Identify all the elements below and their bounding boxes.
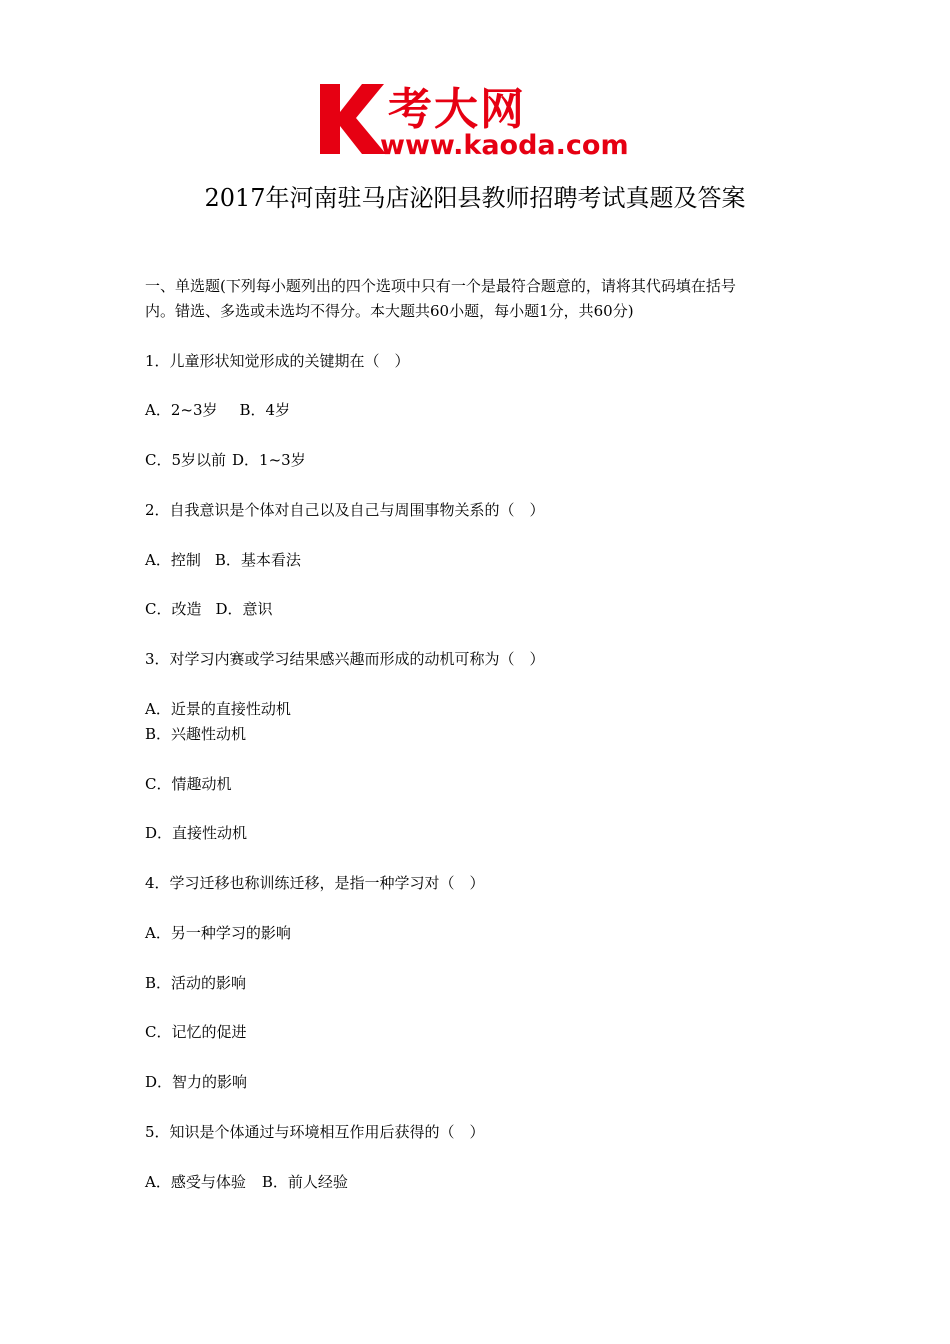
- question-2-stem: 2．自我意识是个体对自己以及自己与周围事物关系的（ ）: [145, 501, 545, 519]
- option-b: B．前人经验: [261, 1173, 348, 1191]
- logo-site-text: www.kaoda.com: [380, 130, 629, 160]
- question-3-stem: 3．对学习内赛或学习结果感兴趣而形成的动机可称为（ ）: [145, 650, 545, 668]
- option-d: D．意识: [215, 600, 273, 618]
- option-d: D．1~3岁: [232, 451, 306, 469]
- option-c: C．改造: [145, 600, 202, 618]
- option-a: A．2~3岁: [145, 401, 218, 419]
- question-3-option-d: D．直接性动机: [145, 824, 248, 842]
- question-4-stem: 4．学习迁移也称训练迁移，是指一种学习对（ ）: [145, 874, 485, 892]
- question-5-stem: 5．知识是个体通过与环境相互作用后获得的（ ）: [145, 1123, 485, 1141]
- logo-brand-text: 考大网: [388, 84, 526, 135]
- question-1-options-row-2: [145, 449, 306, 471]
- question-5-options-row-1: [145, 1171, 348, 1193]
- option-c: C．5岁以前: [145, 451, 227, 469]
- kaoda-logo-mark: [318, 78, 640, 160]
- question-2-options-row-2: [145, 598, 273, 620]
- section-intro-line-1: 一、单选题(下列每小题列出的四个选项中只有一个是最符合题意的，请将其代码填在括号: [145, 277, 736, 295]
- option-a: A．感受与体验: [145, 1173, 246, 1191]
- question-1-options-row-1: [145, 399, 290, 421]
- question-4-option-b: B．活动的影响: [145, 974, 247, 992]
- question-3-option-b: B．兴趣性动机: [145, 725, 247, 743]
- page-title: 2017年河南驻马店泌阳县教师招聘考试真题及答案: [204, 184, 746, 212]
- kaoda-logo: [318, 78, 640, 160]
- question-4-option-a: A．另一种学习的影响: [145, 924, 291, 942]
- question-4-option-c: C．记忆的促进: [145, 1023, 247, 1041]
- question-3-option-a: A．近景的直接性动机: [145, 700, 291, 718]
- section-intro-line-2: 内。错选、多选或未选均不得分。本大题共60小题，每小题1分，共60分): [145, 302, 634, 320]
- option-b: B．4岁: [239, 401, 291, 419]
- option-a: A．控制: [145, 551, 201, 569]
- question-1-stem: 1．儿童形状知觉形成的关键期在（ ）: [145, 352, 410, 370]
- question-2-options-row-1: [145, 549, 301, 571]
- question-3-option-c: C．情趣动机: [145, 775, 232, 793]
- question-4-option-d: D．智力的影响: [145, 1073, 248, 1091]
- option-b: B．基本看法: [214, 551, 301, 569]
